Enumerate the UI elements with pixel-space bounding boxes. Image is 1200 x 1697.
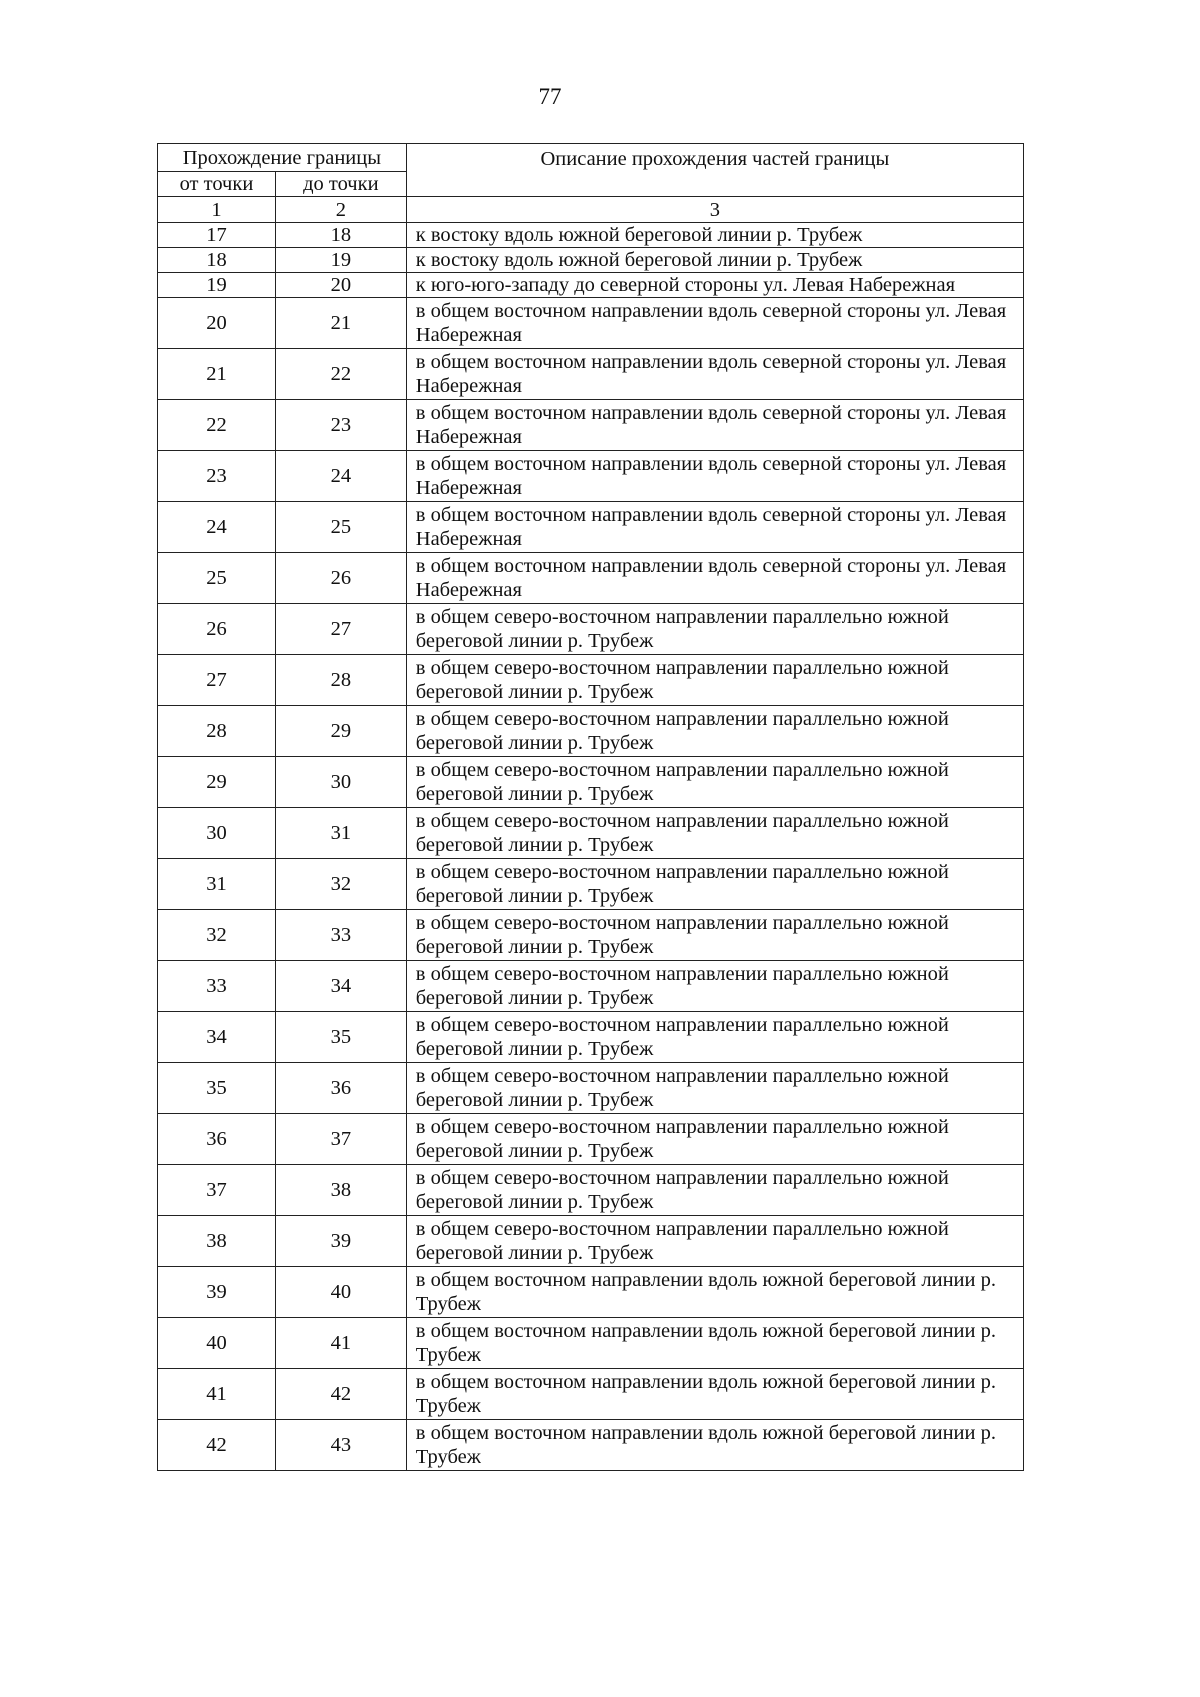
table-row bbox=[158, 655, 1024, 706]
cell-from-point: 37 bbox=[158, 1165, 276, 1216]
table-row bbox=[158, 451, 1024, 502]
cell-from-point: 34 bbox=[158, 1012, 276, 1063]
cell-to-point: 33 bbox=[275, 910, 406, 961]
header-col-number-1: 1 bbox=[158, 197, 276, 223]
cell-to-point: 37 bbox=[275, 1114, 406, 1165]
cell-from-point: 23 bbox=[158, 451, 276, 502]
cell-from-point: 42 bbox=[158, 1420, 276, 1471]
cell-description: в общем восточном направлении вдоль северной стороны ул. Левая Набережная bbox=[406, 298, 1023, 349]
header-col-number-2: 2 bbox=[275, 197, 406, 223]
cell-from-point: 31 bbox=[158, 859, 276, 910]
table-row bbox=[158, 706, 1024, 757]
cell-from-point: 29 bbox=[158, 757, 276, 808]
cell-to-point: 25 bbox=[275, 502, 406, 553]
cell-to-point: 40 bbox=[275, 1267, 406, 1318]
cell-to-point: 35 bbox=[275, 1012, 406, 1063]
cell-to-point: 39 bbox=[275, 1216, 406, 1267]
cell-description: к востоку вдоль южной береговой линии р. Трубеж bbox=[406, 248, 1023, 273]
table-row bbox=[158, 1012, 1024, 1063]
table-row bbox=[158, 298, 1024, 349]
cell-to-point: 22 bbox=[275, 349, 406, 400]
cell-from-point: 33 bbox=[158, 961, 276, 1012]
cell-from-point: 35 bbox=[158, 1063, 276, 1114]
cell-to-point: 41 bbox=[275, 1318, 406, 1369]
cell-description: в общем северо-восточном направлении параллельно южной береговой линии р. Трубеж bbox=[406, 910, 1023, 961]
cell-from-point: 36 bbox=[158, 1114, 276, 1165]
cell-to-point: 18 bbox=[275, 223, 406, 248]
cell-description: в общем восточном направлении вдоль северной стороны ул. Левая Набережная bbox=[406, 502, 1023, 553]
cell-to-point: 43 bbox=[275, 1420, 406, 1471]
cell-to-point: 20 bbox=[275, 273, 406, 298]
table-row bbox=[158, 1267, 1024, 1318]
cell-to-point: 36 bbox=[275, 1063, 406, 1114]
table-row bbox=[158, 757, 1024, 808]
table-row bbox=[158, 248, 1024, 273]
cell-from-point: 22 bbox=[158, 400, 276, 451]
cell-from-point: 28 bbox=[158, 706, 276, 757]
cell-to-point: 28 bbox=[275, 655, 406, 706]
table-row bbox=[158, 1369, 1024, 1420]
cell-from-point: 19 bbox=[158, 273, 276, 298]
cell-from-point: 18 bbox=[158, 248, 276, 273]
header-to-point: до точки bbox=[275, 172, 406, 197]
cell-to-point: 30 bbox=[275, 757, 406, 808]
header-boundary-passage: Прохождение границы bbox=[158, 144, 407, 172]
cell-to-point: 19 bbox=[275, 248, 406, 273]
cell-to-point: 42 bbox=[275, 1369, 406, 1420]
cell-description: в общем северо-восточном направлении параллельно южной береговой линии р. Трубеж bbox=[406, 808, 1023, 859]
cell-from-point: 24 bbox=[158, 502, 276, 553]
cell-description: в общем восточном направлении вдоль южной береговой линии р. Трубеж bbox=[406, 1267, 1023, 1318]
cell-from-point: 21 bbox=[158, 349, 276, 400]
cell-description: в общем восточном направлении вдоль северной стороны ул. Левая Набережная bbox=[406, 349, 1023, 400]
table-row bbox=[158, 223, 1024, 248]
cell-description: в общем восточном направлении вдоль северной стороны ул. Левая Набережная bbox=[406, 400, 1023, 451]
cell-description: к востоку вдоль южной береговой линии р. Трубеж bbox=[406, 223, 1023, 248]
cell-from-point: 20 bbox=[158, 298, 276, 349]
page-number: 77 bbox=[538, 84, 562, 109]
cell-description: в общем северо-восточном направлении параллельно южной береговой линии р. Трубеж bbox=[406, 1216, 1023, 1267]
table-row bbox=[158, 400, 1024, 451]
cell-description: в общем восточном направлении вдоль южной береговой линии р. Трубеж bbox=[406, 1369, 1023, 1420]
cell-from-point: 39 bbox=[158, 1267, 276, 1318]
cell-from-point: 32 bbox=[158, 910, 276, 961]
cell-from-point: 41 bbox=[158, 1369, 276, 1420]
cell-description: к юго-юго-западу до северной стороны ул. Левая Набережная bbox=[406, 273, 1023, 298]
table-row bbox=[158, 1114, 1024, 1165]
cell-description: в общем северо-восточном направлении параллельно южной береговой линии р. Трубеж bbox=[406, 961, 1023, 1012]
table-row bbox=[158, 1420, 1024, 1471]
header-col-number-3: 3 bbox=[406, 197, 1023, 223]
cell-description: в общем восточном направлении вдоль южной береговой линии р. Трубеж bbox=[406, 1318, 1023, 1369]
table-row bbox=[158, 859, 1024, 910]
header-description: Описание прохождения частей границы bbox=[406, 144, 1023, 197]
cell-description: в общем северо-восточном направлении параллельно южной береговой линии р. Трубеж bbox=[406, 1165, 1023, 1216]
table-row bbox=[158, 349, 1024, 400]
cell-description: в общем восточном направлении вдоль северной стороны ул. Левая Набережная bbox=[406, 451, 1023, 502]
boundary-table bbox=[157, 143, 1024, 1471]
table-row bbox=[158, 1216, 1024, 1267]
cell-description: в общем северо-восточном направлении параллельно южной береговой линии р. Трубеж bbox=[406, 1063, 1023, 1114]
cell-to-point: 21 bbox=[275, 298, 406, 349]
cell-description: в общем северо-восточном направлении параллельно южной береговой линии р. Трубеж bbox=[406, 604, 1023, 655]
cell-to-point: 31 bbox=[275, 808, 406, 859]
table-row bbox=[158, 961, 1024, 1012]
cell-description: в общем северо-восточном направлении параллельно южной береговой линии р. Трубеж bbox=[406, 706, 1023, 757]
cell-from-point: 26 bbox=[158, 604, 276, 655]
cell-from-point: 25 bbox=[158, 553, 276, 604]
cell-description: в общем восточном направлении вдоль южной береговой линии р. Трубеж bbox=[406, 1420, 1023, 1471]
cell-description: в общем северо-восточном направлении параллельно южной береговой линии р. Трубеж bbox=[406, 1012, 1023, 1063]
table-row bbox=[158, 604, 1024, 655]
cell-to-point: 26 bbox=[275, 553, 406, 604]
cell-description: в общем северо-восточном направлении параллельно южной береговой линии р. Трубеж bbox=[406, 1114, 1023, 1165]
table-row bbox=[158, 910, 1024, 961]
cell-to-point: 24 bbox=[275, 451, 406, 502]
table-row bbox=[158, 502, 1024, 553]
cell-from-point: 17 bbox=[158, 223, 276, 248]
table-row bbox=[158, 553, 1024, 604]
table-row bbox=[158, 1318, 1024, 1369]
cell-description: в общем северо-восточном направлении параллельно южной береговой линии р. Трубеж bbox=[406, 859, 1023, 910]
cell-description: в общем восточном направлении вдоль северной стороны ул. Левая Набережная bbox=[406, 553, 1023, 604]
cell-to-point: 34 bbox=[275, 961, 406, 1012]
table-body bbox=[158, 223, 1024, 1471]
cell-to-point: 23 bbox=[275, 400, 406, 451]
table-row bbox=[158, 1165, 1024, 1216]
cell-from-point: 38 bbox=[158, 1216, 276, 1267]
cell-from-point: 27 bbox=[158, 655, 276, 706]
cell-to-point: 32 bbox=[275, 859, 406, 910]
cell-description: в общем северо-восточном направлении параллельно южной береговой линии р. Трубеж bbox=[406, 757, 1023, 808]
cell-from-point: 40 bbox=[158, 1318, 276, 1369]
table-row bbox=[158, 1063, 1024, 1114]
cell-from-point: 30 bbox=[158, 808, 276, 859]
header-from-point: от точки bbox=[158, 172, 276, 197]
cell-to-point: 38 bbox=[275, 1165, 406, 1216]
table-row bbox=[158, 273, 1024, 298]
cell-to-point: 29 bbox=[275, 706, 406, 757]
cell-to-point: 27 bbox=[275, 604, 406, 655]
cell-description: в общем северо-восточном направлении параллельно южной береговой линии р. Трубеж bbox=[406, 655, 1023, 706]
table-row bbox=[158, 808, 1024, 859]
